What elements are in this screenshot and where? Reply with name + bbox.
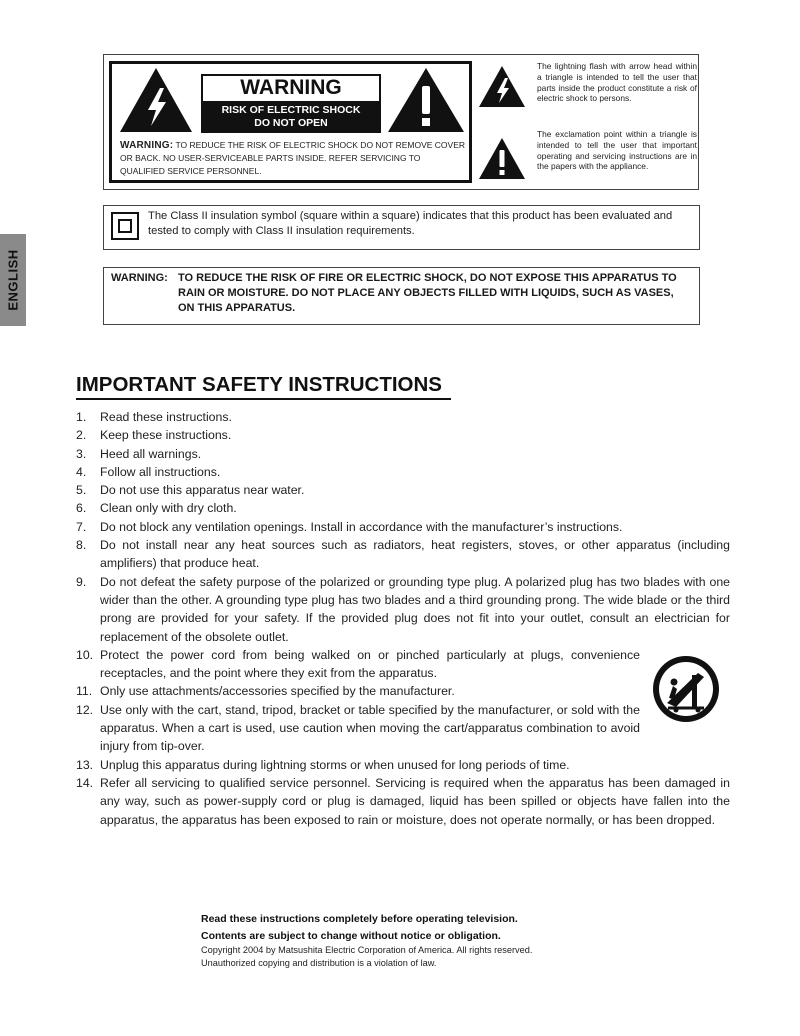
list-item: 5. Do not use this apparatus near water. xyxy=(76,483,305,498)
list-item: 12. Use only with the cart, stand, tripod, bracket or table specified by the manufacturer, or sold with the apparatus. When a cart is used, use caution when moving the cart/apparatus combination to avoid injury from tip-over. xyxy=(76,702,640,754)
list-item: 7. Do not block any ventilation openings. Install in accordance with the manufacturer’s instructions. xyxy=(76,519,623,534)
list-item: 3. Heed all warnings. xyxy=(76,446,202,461)
fire-warning-text: TO REDUCE THE RISK OF FIRE OR ELECTRIC SHOCK, DO NOT EXPOSE THIS APPARATUS TO RAIN OR MOISTURE. DO NOT PLACE ANY OBJECTS FILLED WITH LIQUIDS, SUCH AS VASES, ON THIS APPARATUS. xyxy=(178,272,677,314)
title-underline xyxy=(76,398,451,400)
shock-line-2: DO NOT OPEN xyxy=(254,117,328,129)
class2-insulation-icon xyxy=(111,212,139,240)
class2-text: The Class II insulation symbol (square within a square) indicates that this product has been evaluated and tested to comply with Class II insulation requirements. xyxy=(148,210,673,237)
list-item: 11. Only use attachments/accessories specified by the manufacturer. xyxy=(76,684,455,699)
warning-caution-text xyxy=(120,139,466,178)
shock-line-1: RISK OF ELECTRIC SHOCK xyxy=(221,104,361,116)
list-item: 14. Refer all servicing to qualified service personnel. Servicing is required when the apparatus has been damaged in any way, such as power-supply cord or plug is damaged, liquid has been spilled or objects have fallen into the apparatus, the apparatus has been exposed to rain or moisture, does not operate normally, or has been dropped. xyxy=(76,775,730,827)
language-tab xyxy=(0,234,26,326)
list-item: 6. Clean only with dry cloth. xyxy=(76,501,237,516)
shock-banner xyxy=(203,101,379,133)
list-item: 1. Read these instructions. xyxy=(76,410,232,424)
warning-caution-label: WARNING: xyxy=(120,140,174,151)
list-item: 9. Do not defeat the safety purpose of the polarized or grounding type plug. A polarized plug has two blades with one wider than the other. A grounding type plug has two blades and a third grounding prong. The wide blade or the third prong are provided for your safety. If the provided plug does not fit into your outlet, consult an electrician for replacement of the obsolete outlet. xyxy=(76,574,730,644)
cart-tip-over-icon xyxy=(652,655,720,723)
list-item: 2. Keep these instructions. xyxy=(76,428,232,443)
list-item: 8. Do not install near any heat sources such as radiators, heat registers, stoves, or other apparatus (including amplifiers) that produce heat. xyxy=(76,538,730,571)
footer-line-1: Read these instructions completely before operating television. xyxy=(201,913,518,925)
lightning-symbol-icon xyxy=(478,65,526,108)
copyright-line: Copyright 2004 by Matsushita Electric Corporation of America. All rights reserved. xyxy=(201,945,533,955)
warning-caution-body: TO REDUCE THE RISK OF ELECTRIC SHOCK DO NOT REMOVE COVER OR BACK. NO USER-SERVICEABLE PARTS INSIDE. REFER SERVICING TO QUALIFIED SERVICE PERSONNEL. xyxy=(120,140,465,176)
copying-notice: Unauthorized copying and distribution is a violation of law. xyxy=(201,958,437,968)
footer-line-2: Contents are subject to change without notice or obligation. xyxy=(201,929,501,942)
exclamation-symbol-icon xyxy=(478,137,526,180)
list-item: 13. Unplug this apparatus during lightning storms or when unused for long periods of time. xyxy=(76,757,570,772)
fire-warning-label: WARNING: xyxy=(111,272,168,284)
language-label: ENGLISH xyxy=(5,249,21,311)
list-item: 10. Protect the power cord from being walked on or pinched particularly at plugs, convenience receptacles, and the point where they exit from the apparatus. xyxy=(76,647,640,681)
exclamation-warning-icon xyxy=(386,66,466,134)
lightning-warning-icon xyxy=(118,66,194,134)
exclamation-note: The exclamation point within a triangle is intended to tell the user that important operating and servicing instructions are in the papers with the appliance. xyxy=(537,129,697,172)
warning-title-box xyxy=(201,74,381,133)
list-item: 4. Follow all instructions. xyxy=(76,464,221,479)
page-title: IMPORTANT SAFETY INSTRUCTIONS xyxy=(76,373,442,396)
footer xyxy=(201,911,681,970)
warning-title: WARNING xyxy=(240,76,342,99)
safety-instructions-list xyxy=(76,408,730,829)
lightning-note: The lightning flash with arrow head within a triangle is intended to tell the user that parts inside the product constitute a risk of electric shock to persons. xyxy=(537,61,697,104)
